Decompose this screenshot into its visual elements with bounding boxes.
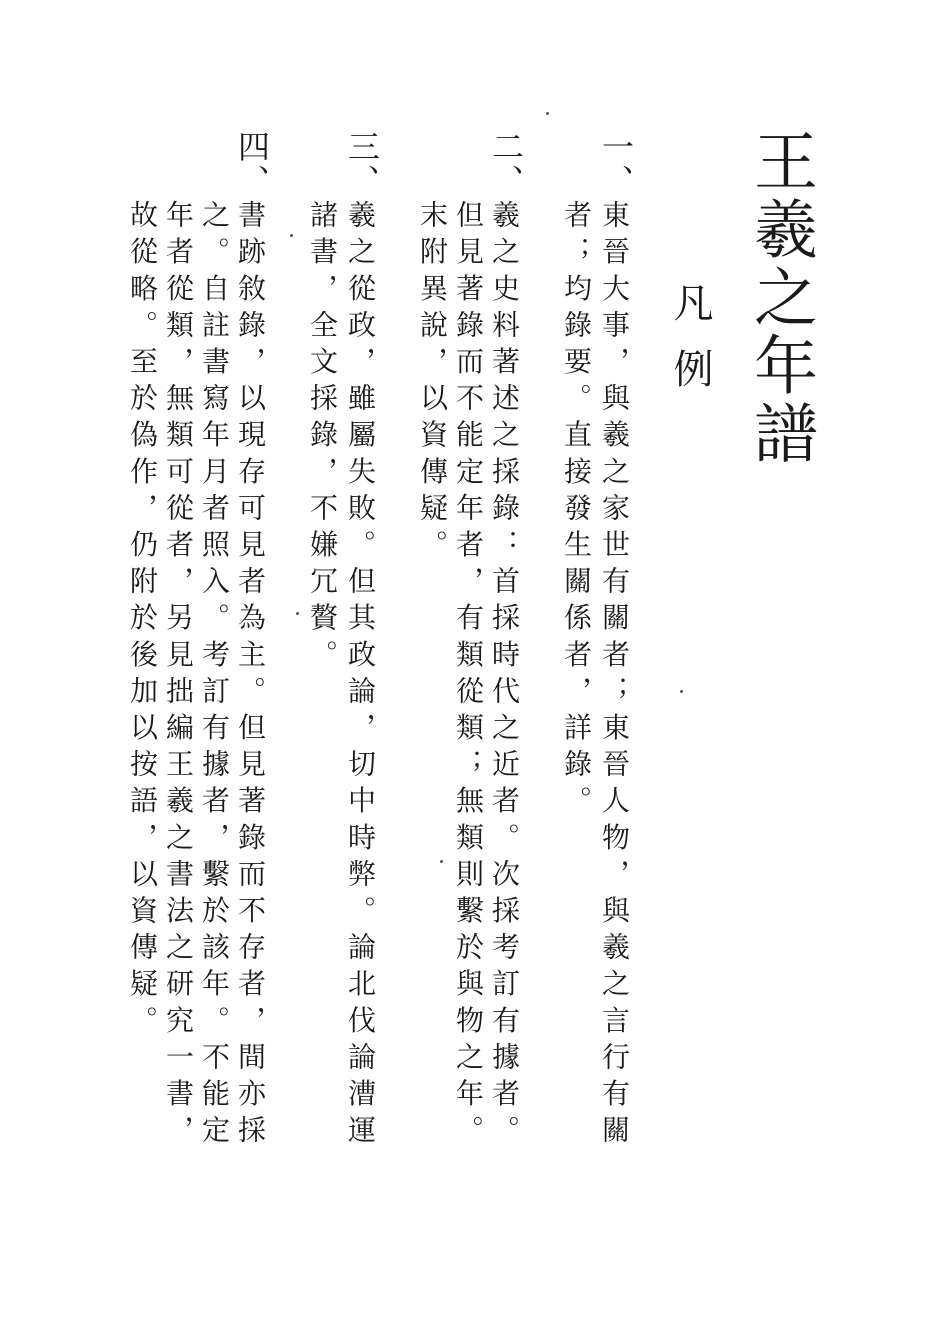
item-4-line-4: 故從略。至於偽作，仍附於後加以按語，以資傳疑。 xyxy=(126,200,159,1042)
item-4-line-2: 之。自註書寫年月者照入。考訂有據者，繫於該年。不能定 xyxy=(198,200,231,1152)
section-heading: 凡例 xyxy=(667,282,713,414)
item-3-line-1: 羲之從政，雖屬失敗。但其政論，切中時弊。論北伐論漕運 xyxy=(344,200,377,1152)
item-2-line-2: 但見著錄而不能定年者，有類從類；無類則繫於與物之年。 xyxy=(452,200,485,1152)
item-4-line-1: 書跡敘錄，以現存可見者為主。但見著錄而不存者，間亦採 xyxy=(234,200,267,1152)
item-2-line-3: 末附異說，以資傳疑。 xyxy=(416,200,449,566)
page-title: 王羲之年譜 xyxy=(743,128,817,468)
item-number-4: 四、 xyxy=(233,130,271,198)
item-1-line-2: 者；均錄要。直接發生關係者，詳錄。 xyxy=(560,200,593,823)
scan-speck xyxy=(296,612,299,615)
scan-speck xyxy=(290,234,293,237)
scan-speck xyxy=(680,690,683,693)
item-number-2: 二、 xyxy=(487,130,525,198)
scan-speck xyxy=(546,112,549,115)
item-4-line-3: 年者從類，無類可從者，另見拙編王羲之書法之研究一書， xyxy=(162,200,195,1152)
item-number-3: 三、 xyxy=(343,130,381,198)
item-3-line-2: 諸書，全文採錄，不嫌冗贅。 xyxy=(306,200,339,676)
scan-speck xyxy=(440,860,443,863)
item-number-1: 一、 xyxy=(597,130,635,198)
item-1-line-1: 東晉大事，與羲之家世有關者；東晉人物，與羲之言行有關 xyxy=(598,200,631,1152)
item-2-line-1: 羲之史料著述之採錄：首採時代之近者。次採考訂有據者。 xyxy=(488,200,521,1152)
